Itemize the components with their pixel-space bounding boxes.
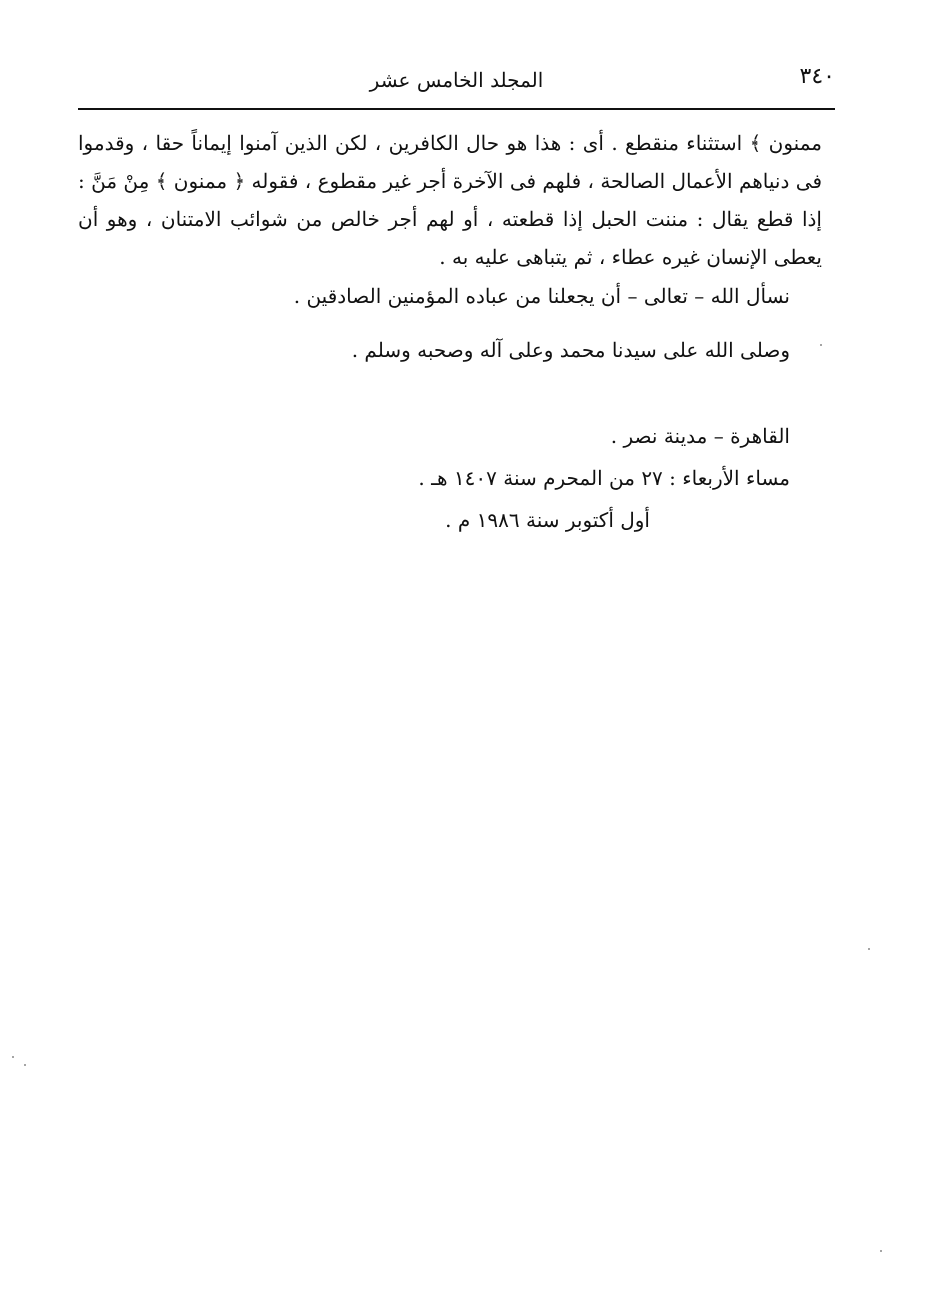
scan-speck [24,1064,26,1066]
header-rule [78,108,835,110]
closing-prayer: نسأل الله – تعالى – أن يجعلنا من عباده المؤمنين الصادقين . [293,284,790,308]
body-paragraph [78,124,822,276]
page-header [78,62,835,102]
body-line: فى دنياهم الأعمال الصالحة ، فلهم فى الآخرة أجر غير مقطوع ، فقوله ﴿ ممنون ﴾ مِنْ مَنَّ : [78,169,822,193]
closing-salawat: وصلى الله على سيدنا محمد وعلى آله وصحبه وسلم . [351,338,790,362]
body-line: يعطى الإنسان غيره عطاء ، ثم يتباهى عليه به . [439,245,822,269]
scan-speck [12,1056,14,1058]
signoff-place: القاهرة – مدينة نصر . [610,424,790,448]
page-number: ٣٤٠ [799,64,835,89]
running-head: المجلد الخامس عشر [369,68,544,92]
body-line: إذا قطع يقال : مننت الحبل إذا قطعته ، أو لهم أجر خالص من شوائب الامتنان ، وهو أن [78,207,822,231]
scan-speck [880,1250,882,1252]
scan-speck [868,948,870,950]
signoff-date-hijri: مساء الأربعاء : ٢٧ من المحرم سنة ١٤٠٧ هـ . [418,466,790,490]
signoff-date-gregorian: أول أكتوبر سنة ١٩٨٦ م . [445,508,650,532]
scan-speck [820,344,822,346]
body-line: ممنون ﴾ استثناء منقطع . أى : هذا هو حال الكافرين ، لكن الذين آمنوا إيماناً حقا ، وقدموا [78,131,822,155]
